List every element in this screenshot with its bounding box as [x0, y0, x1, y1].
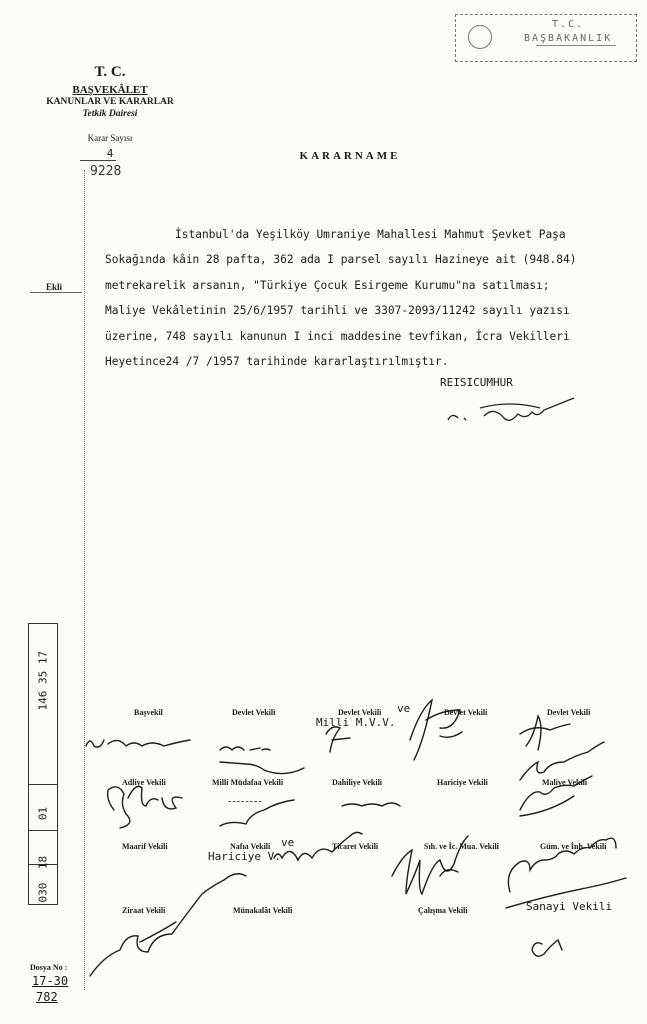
side-box-value-3: 01	[36, 806, 50, 821]
minister-label-adliye: Adliye Vekili	[122, 778, 166, 787]
minister-signatures	[80, 680, 640, 980]
dosya-number-1: 17-30	[32, 974, 69, 988]
minister-extra-ve: ve	[397, 702, 411, 715]
side-box-divider-2	[29, 830, 57, 831]
body-line-6: Heyetince24 /7 /1957 tarihinde kararlaştırılmıştır.	[105, 355, 449, 368]
stamp-emblem-icon	[468, 25, 492, 49]
minister-label-maarif: Maarif Vekili	[122, 842, 168, 851]
minister-label-nafia: Nafıa Vekili	[230, 842, 271, 851]
minister-label-devlet-2: Devlet Vekili	[338, 708, 382, 717]
minister-label-gumruk: Güm. ve İnh. Vekili	[540, 842, 607, 851]
header-tc: T. C.	[94, 64, 126, 80]
side-box-value-2: 18	[36, 855, 50, 870]
minister-label-dahiliye: Dahiliye Vekili	[332, 778, 383, 787]
reisicumhur-label: REISICUMHUR	[440, 376, 513, 389]
minister-label-ziraat: Ziraat Vekili	[122, 906, 166, 915]
ekli-divider	[30, 292, 82, 293]
body-line-1: İstanbul'da Yeşilköy Umraniye Mahallesi Mahmut Şevket Paşa	[175, 228, 566, 241]
minister-label-devlet-4: Devlet Vekili	[547, 708, 591, 717]
karar-sayisi-value: 4	[106, 147, 114, 160]
header-basvekalet: BAŞVEKÂLET	[72, 84, 148, 96]
dosya-label: Dosya No :	[30, 963, 68, 972]
minister-label-calisma: Çalışma Vekili	[418, 906, 468, 915]
handwritten-number: 9228	[90, 164, 122, 179]
body-line-4: Maliye Vekâletinin 25/6/1957 tarihli ve 3307-2093/11242 sayılı yazısı	[105, 304, 570, 317]
minister-label-devlet-1: Devlet Vekili	[232, 708, 276, 717]
body-line-2: Sokağında kâin 28 pafta, 362 ada I parsel sayılı Hazineye ait (948.84)	[105, 253, 577, 266]
document-title: KARARNAME	[299, 150, 401, 162]
stamp-divider	[536, 45, 616, 46]
minister-extra-ve-2: ve	[281, 836, 295, 849]
dosya-number-2: 782	[36, 990, 58, 1004]
minister-label-devlet-3: Devlet Vekili	[444, 708, 488, 717]
side-box-divider-3	[29, 784, 57, 785]
header-tetkik-dairesi: Tetkik Dairesi	[82, 109, 138, 119]
minister-label-sanayi: Sanayi Vekili	[526, 900, 613, 913]
archive-side-box	[28, 623, 58, 905]
header-kanunlar: KANUNLAR VE KARARLAR	[46, 97, 174, 107]
minister-label-milli-mudafaa: Milli Müdafaa Vekili	[212, 778, 284, 787]
minister-label-sihhiye: Sıh. ve İc. Mua. Vekili	[424, 842, 499, 851]
minister-extra-hariciye: Hariciye V.	[208, 850, 281, 863]
stamp-line-1: T.C.	[552, 19, 585, 30]
archive-stamp	[455, 14, 637, 62]
minister-label-hariciye: Hariciye Vekili	[437, 778, 488, 787]
side-box-value-1: 030	[36, 882, 50, 903]
minister-label-basvekil: Başvekil	[134, 708, 163, 717]
minister-extra-mmv: Milli M.V.V.	[316, 716, 396, 729]
side-box-value-4: 146 35 17	[36, 650, 50, 711]
minister-dash-placeholder: --------	[228, 796, 263, 807]
minister-label-ticaret: Ticaret Vekili	[332, 842, 379, 851]
stamp-line-2: BAŞBAKANLIK	[524, 33, 613, 44]
president-signature	[440, 396, 600, 436]
body-line-3: metrekarelik arsanın, "Türkiye Çocuk Esirgeme Kurumu"na satılması;	[105, 279, 550, 292]
karar-sayisi-label: Karar Sayısı	[87, 133, 133, 143]
minister-label-maliye: Maliye Vekili	[542, 778, 588, 787]
minister-label-munakalat: Münakalât Vekili	[233, 906, 293, 915]
ekli-label: Ekli	[46, 282, 63, 292]
karar-sayisi-divider	[80, 160, 116, 161]
body-line-5: üzerine, 748 sayılı kanunun I inci maddesine tevfikan, İcra Vekilleri	[105, 330, 570, 343]
